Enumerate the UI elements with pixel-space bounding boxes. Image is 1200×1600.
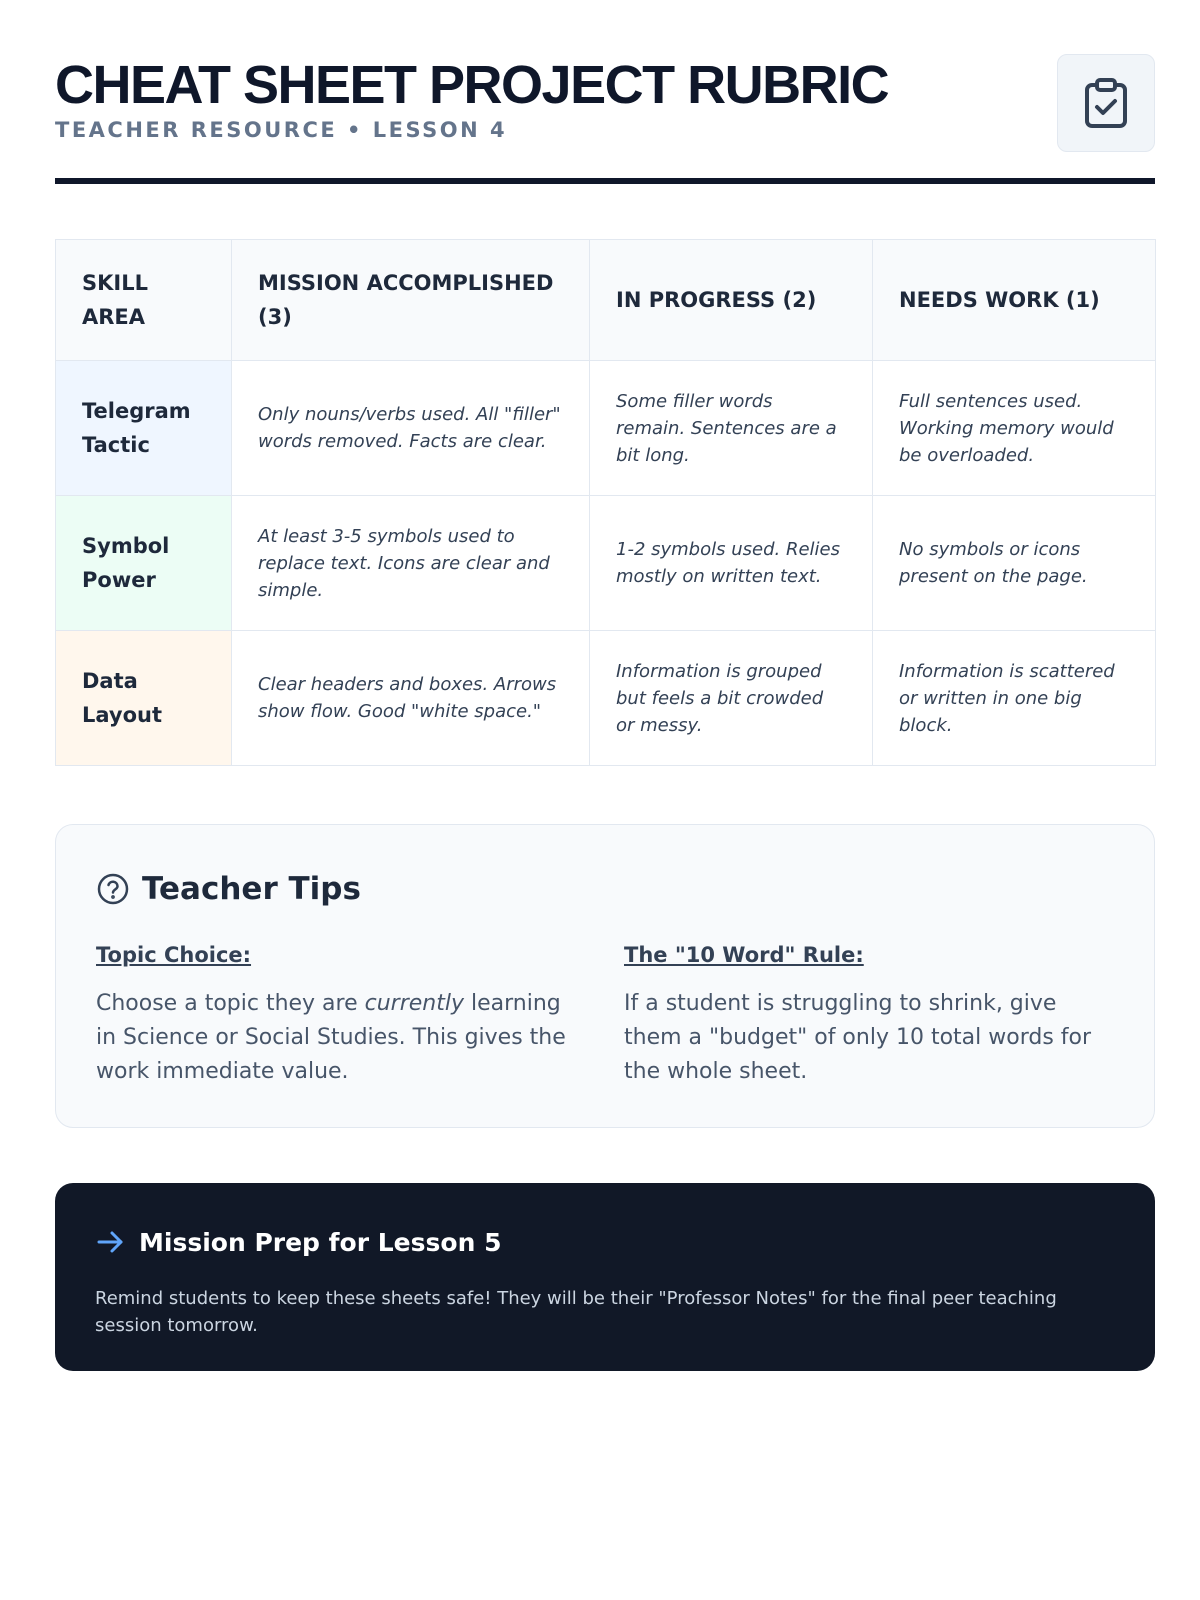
- tip-body: [96, 987, 576, 1089]
- criteria-cell-needs-work: No symbols or icons present on the page.: [873, 496, 1156, 631]
- tip-body-text: Choose a topic they are: [96, 991, 365, 1016]
- skill-cell: Data Layout: [56, 631, 232, 766]
- page-subtitle: TEACHER RESOURCE • LESSON 4: [55, 118, 508, 142]
- teacher-tips-panel: [55, 824, 1155, 1128]
- arrow-right-icon: [95, 1227, 125, 1257]
- page-header: [55, 54, 1155, 186]
- column-header-in-progress: IN PROGRESS (2): [590, 240, 873, 361]
- mission-prep-header: [95, 1227, 501, 1257]
- tip-heading: The "10 Word" Rule:: [624, 943, 864, 967]
- criteria-cell-needs-work: Information is scattered or written in one big block.: [873, 631, 1156, 766]
- skill-cell: Symbol Power: [56, 496, 232, 631]
- column-header-needs-work: NEEDS WORK (1): [873, 240, 1156, 361]
- tip-body-text: learning in Science or Social Studies. This gives the work immediate value.: [96, 991, 566, 1084]
- criteria-cell-progress: Information is grouped but feels a bit crowded or messy.: [590, 631, 873, 766]
- tip-topic-choice: [96, 941, 576, 1089]
- table-row: [56, 631, 1156, 766]
- header-divider: [55, 178, 1155, 184]
- clipboard-check-icon: [1083, 77, 1129, 129]
- table-row: [56, 361, 1156, 496]
- tip-ten-word-rule: [624, 941, 1104, 1089]
- page-title: CHEAT SHEET PROJECT RUBRIC: [55, 55, 889, 115]
- mission-prep-body: Remind students to keep these sheets safe! They will be their "Professor Notes" for the final peer teaching session tomorrow.: [95, 1288, 1057, 1336]
- rubric-header-row: [56, 240, 1156, 361]
- column-header-skill-area: SKILL AREA: [56, 240, 232, 361]
- tip-body: If a student is struggling to shrink, give them a "budget" of only 10 total words for the whole sheet.: [624, 991, 1092, 1084]
- mission-prep-panel: [55, 1183, 1155, 1371]
- question-circle-icon: [96, 872, 130, 906]
- clipboard-badge: [1057, 54, 1155, 152]
- table-row: [56, 496, 1156, 631]
- skill-cell: Telegram Tactic: [56, 361, 232, 496]
- mission-prep-title: Mission Prep for Lesson 5: [139, 1227, 502, 1257]
- rubric-table: [55, 239, 1156, 766]
- criteria-cell-accomplished: Clear headers and boxes. Arrows show flow. Good "white space.": [232, 631, 590, 766]
- tip-heading: Topic Choice:: [96, 943, 252, 967]
- criteria-cell-progress: Some filler words remain. Sentences are a bit long.: [590, 361, 873, 496]
- criteria-cell-progress: 1-2 symbols used. Relies mostly on written text.: [590, 496, 873, 631]
- teacher-tips-header: [96, 871, 361, 907]
- tip-body-emphasis: currently: [364, 991, 465, 1016]
- column-header-mission-accomplished: MISSION ACCOMPLISHED (3): [232, 240, 590, 361]
- criteria-cell-accomplished: Only nouns/verbs used. All "filler" words removed. Facts are clear.: [232, 361, 590, 496]
- teacher-tips-title: Teacher Tips: [142, 871, 361, 907]
- criteria-cell-needs-work: Full sentences used. Working memory would be overloaded.: [873, 361, 1156, 496]
- criteria-cell-accomplished: At least 3-5 symbols used to replace text. Icons are clear and simple.: [232, 496, 590, 631]
